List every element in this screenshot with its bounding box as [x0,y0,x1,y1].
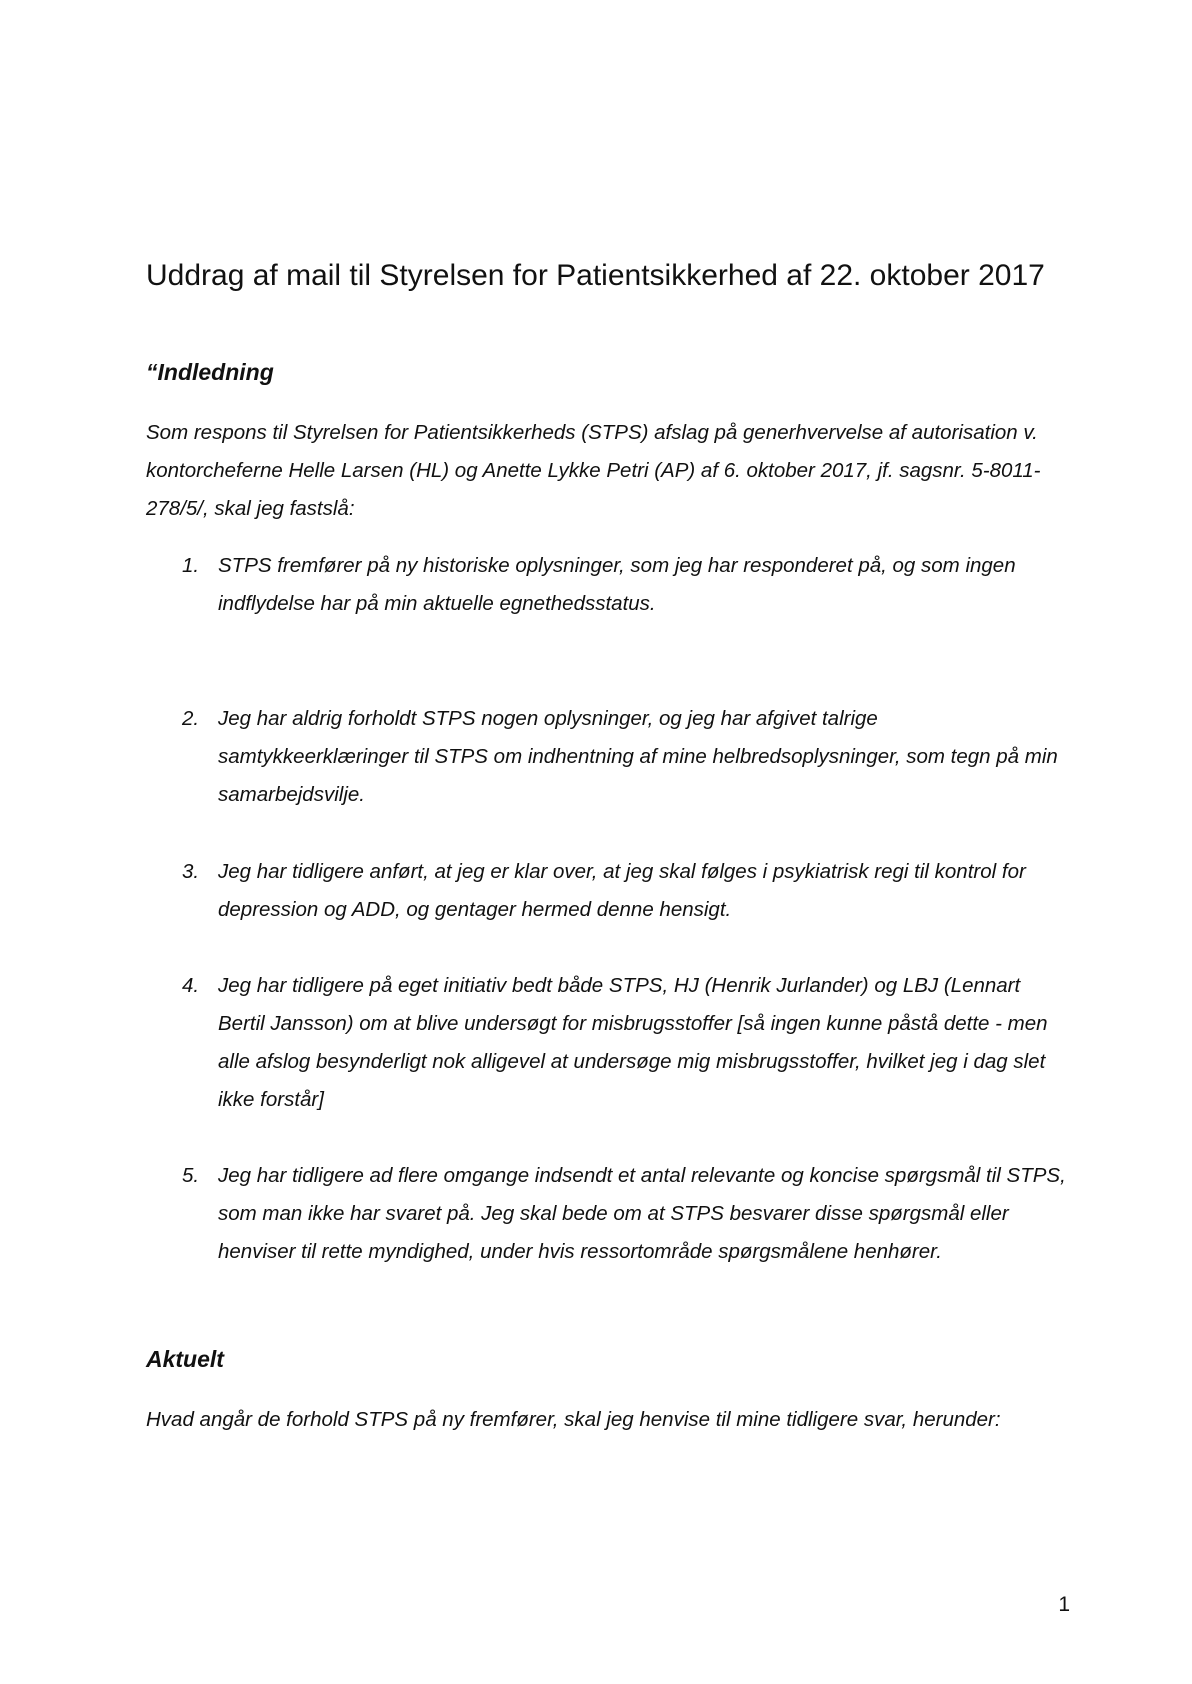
list-item-number: 4. [182,974,200,997]
list-item-text: Jeg har tidligere ad flere omgange indsendt et antal relevante og koncise spørgsmål til STPS, som man ikke har svaret på. Jeg skal bede om at STPS besvarer disse spørgsmål eller henviser til rette myndighed, under hvis ressortområde spørgsmålene henhører. [218,1164,1066,1263]
intro-paragraph: Som respons til Styrelsen for Patientsikkerheds (STPS) afslag på generhvervelse af autorisation v. kontorcheferne Helle Larsen (HL) og Anette Lykke Petri (AP) af 6. oktober 2017, jf. sagsnr. 5-8011-278/5/, skal jeg fastslå: [146,421,1041,520]
list-item-text: Jeg har tidligere anført, at jeg er klar over, at jeg skal følges i psykiatrisk regi til kontrol for depression og ADD, og gentager hermed denne hensigt. [218,860,1026,921]
closing-paragraph: Hvad angår de forhold STPS på ny fremfører, skal jeg henvise til mine tidligere svar, herunder: [146,1408,1001,1431]
document-title: Uddrag af mail til Styrelsen for Patientsikkerhed af 22. oktober 2017 [146,259,1045,292]
list-item-text: STPS fremfører på ny historiske oplysninger, som jeg har responderet på, og som ingen indflydelse har på min aktuelle egnethedsstatus. [218,554,1016,615]
section-heading-aktuelt: Aktuelt [146,1346,224,1372]
list-item-number: 5. [182,1164,200,1187]
page-number: 1 [1058,1593,1070,1616]
list-item-text: Jeg har tidligere på eget initiativ bedt både STPS, HJ (Henrik Jurlander) og LBJ (Lennart Bertil Jansson) om at blive undersøgt for misbrugsstoffer [så ingen kunne påstå dette - men alle afslog besynderligt nok alligevel at undersøge mig misbrugsstoffer, hvilket jeg i dag slet ikke forstår] [218,974,1048,1111]
list-item-text: Jeg har aldrig forholdt STPS nogen oplysninger, og jeg har afgivet talrige samtykkeerklæringer til STPS om indhentning af mine helbredsoplysninger, som tegn på min samarbejdsvilje. [218,707,1058,806]
list-item-number: 2. [182,707,200,730]
list-item-number: 3. [182,860,200,883]
section-heading-indledning: “Indledning [146,359,274,385]
list-item-number: 1. [182,554,200,577]
